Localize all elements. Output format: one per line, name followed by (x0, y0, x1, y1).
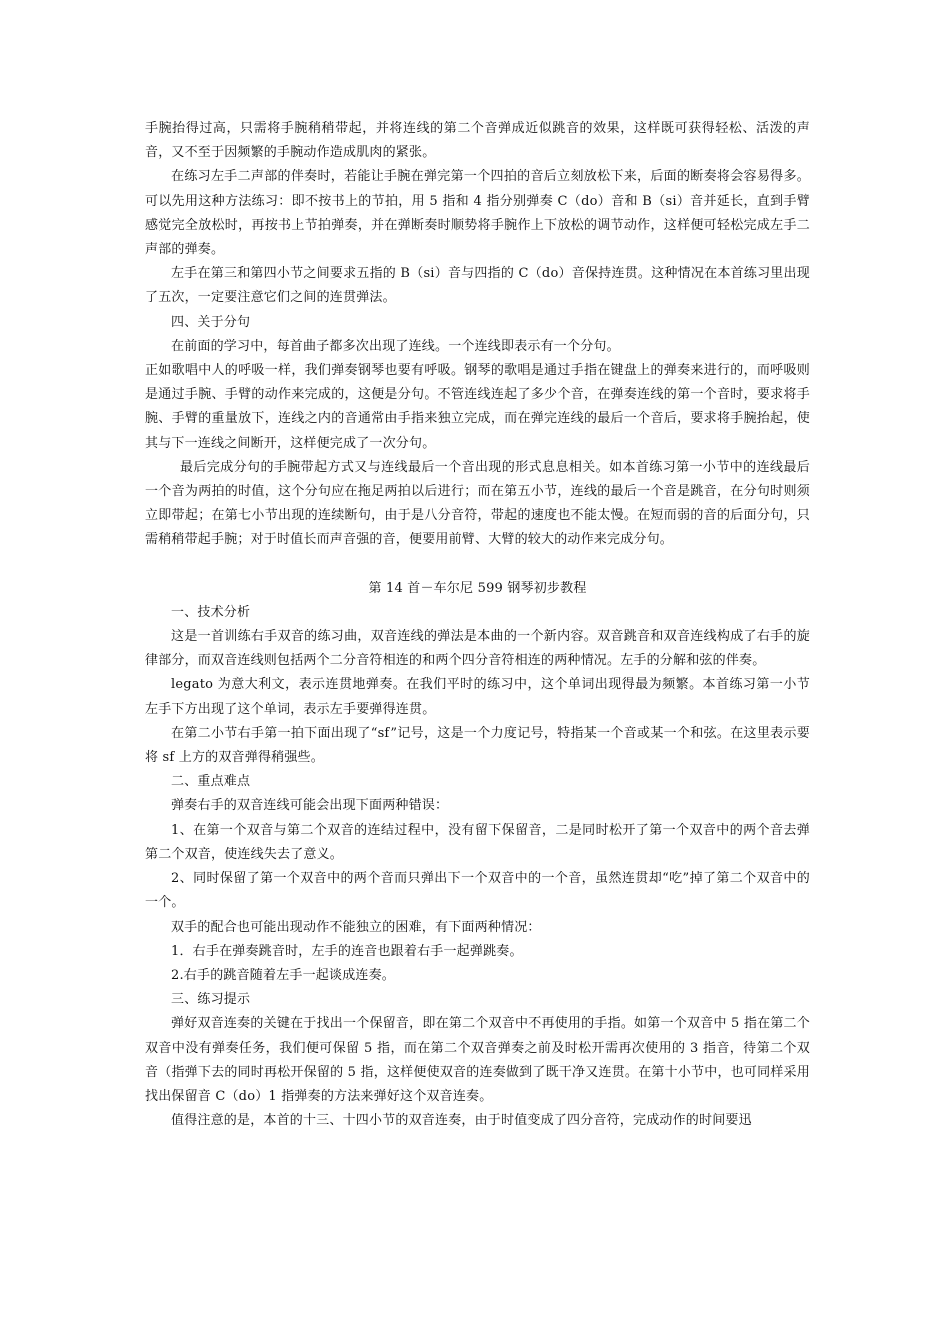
paragraph: legato 为意大利文，表示连贯地弹奏。在我们平时的练习中，这个单词出现得最为频繁。本首练习第一小节左手下方出现了这个单词，表示左手要弹得连贯。 (145, 677, 810, 717)
paragraph: 2、同时保留了第一个双音中的两个音而只弹出下一个双音中的一个音，虽然连贯却“吃”掉了第二个双音中的一个。 (145, 871, 810, 911)
paragraph: 这是一首训练右手双音的练习曲，双音连线的弹法是本曲的一个新内容。双音跳音和双音连线构成了右手的旋律部分，而双音连线则包括两个二分音符相连的和两个四分音符相连的两种情况。左手的分解和弦的伴奏。 (145, 629, 810, 669)
paragraph: 双手的配合也可能出现动作不能独立的困难，有下面两种情况： (171, 919, 541, 935)
paragraph: 弹好双音连奏的关键在于找出一个保留音，即在第二个双音中不再使用的手指。如第一个双音中 5 指在第二个双音中没有弹奏任务，我们便可保留 5 指，而在第二个双音弹奏之前及时松开需再次使用的 3 指音，待第二个双音（指弹下去的同时再松开保留的 5 指，这样便使双音的连奏做到了既干净又连贯。在第十小节中，也可同样采用找出保留音 C（do）1 指弹奏的方法来弹好这个双音连奏。 (145, 1016, 810, 1104)
paragraph: 在前面的学习中，每首曲子都多次出现了连线。一个连线即表示有一个分句。 (171, 338, 620, 354)
paragraph: 弹奏右手的双音连线可能会出现下面两种错误： (171, 798, 449, 814)
paragraph: 在练习左手二声部的伴奏时，若能让手腕在弹完第一个四拍的音后立刻放松下来，后面的断奏将会容易得多。可以先用这种方法练习：即不按书上的节拍，用 5 指和 4 指分别弹奏 C（do）音和 B（si）音并延长，直到手臂感觉完全放松时，再按书上节拍弹奏，并在弹断奏时顺势将手腕作上下放松的调节动作，这样便可轻松完成左手二声部的弹奏。 (145, 169, 810, 258)
list-item: 2.右手的跳音随着左手一起谈成连奏。 (171, 967, 396, 983)
section-heading: 一、技术分析 (171, 604, 251, 620)
paragraph: 手腕抬得过高，只需将手腕稍稍带起，并将连线的第二个音弹成近似跳音的效果，这样既可获得轻松、活泼的声音，又不至于因频繁的手腕动作造成肌肉的紧张。 (145, 121, 810, 161)
paragraph: 正如歌唱中人的呼吸一样，我们弹奏钢琴也要有呼吸。钢琴的歌唱是通过手指在键盘上的弹奏来进行的，而呼吸则是通过手腕、手臂的动作来完成的，这便是分句。不管连线连起了多少个音，在弹奏连线的第一个音时，要求将手腕、手臂的重量放下，连线之内的音通常由手指来独立完成，而在弹完连线的最后一个音后，要求将手腕抬起，使其与下一连线之间断开，这样便完成了一次分句。 (145, 363, 810, 451)
document-page (145, 117, 810, 1133)
paragraph: 值得注意的是，本首的十三、十四小节的双音连奏，由于时值变成了四分音符，完成动作的时间要迅 (171, 1113, 752, 1129)
section-heading: 二、重点难点 (171, 774, 251, 790)
paragraph: 最后完成分句的手腕带起方式又与连线最后一个音出现的形式息息相关。如本首练习第一小节中的连线最后一个音为两拍的时值，这个分句应在拖足两拍以后进行；而在第五小节，连线的最后一个音是跳音，在分句时则须立即带起；在第七小节出现的连续断句，由于是八分音符，带起的速度也不能太慢。在短而弱的音的后面分句，只需稍稍带起手腕；对于时值长而声音强的音，便要用前臂、大臂的较大的动作来完成分句。 (145, 459, 810, 548)
spacer (145, 553, 810, 577)
list-item: 1．右手在弹奏跳音时，左手的连音也跟着右手一起弹跳奏。 (171, 943, 523, 959)
section-heading: 四、关于分句 (171, 314, 251, 330)
paragraph: 左手在第三和第四小节之间要求五指的 B（si）音与四指的 C（do）音保持连贯。这种情况在本首练习里出现了五次，一定要注意它们之间的连贯弹法。 (145, 266, 810, 306)
paragraph: 在第二小节右手第一拍下面出现了“sf”记号，这是一个力度记号，特指某一个音或某一个和弦。在这里表示要将 sf 上方的双音弹得稍强些。 (145, 725, 810, 766)
section-heading: 三、练习提示 (171, 992, 251, 1008)
section-title: 第 14 首－车尔尼 599 钢琴初步教程 (368, 580, 587, 596)
paragraph: 1、在第一个双音与第二个双音的连结过程中，没有留下保留音，二是同时松开了第一个双音中的两个音去弹第二个双音，使连线失去了意义。 (145, 822, 810, 862)
